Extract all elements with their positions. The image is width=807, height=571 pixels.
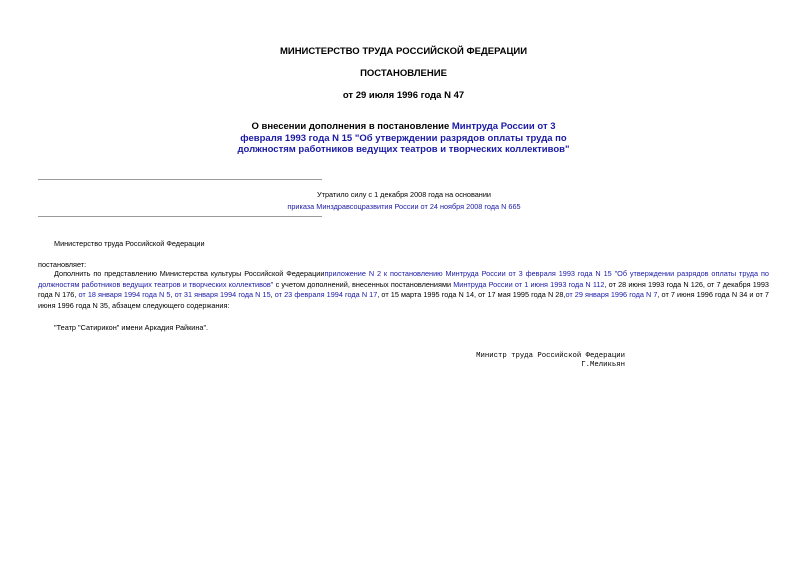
paragraph-text: с учетом дополнений, внесенных постановлениями bbox=[273, 279, 454, 289]
amendment-link-1[interactable]: Минтруда России от 1 июня 1993 года N 112 bbox=[453, 279, 605, 289]
main-paragraph bbox=[38, 269, 769, 312]
title-prefix: О внесении дополнения в постановление bbox=[251, 121, 452, 132]
divider-bottom bbox=[38, 216, 322, 217]
signatory-name: Г.Меликьян bbox=[581, 361, 625, 369]
amendment-link-2[interactable]: от 18 января 1994 года N 5 bbox=[78, 290, 171, 300]
status-note bbox=[250, 189, 558, 213]
document-type: ПОСТАНОВЛЕНИЕ bbox=[360, 68, 447, 79]
quoted-addition: "Театр "Сатирикон" имени Аркадия Райкина". bbox=[54, 323, 209, 332]
paragraph-text: , от 28 июня 1993 года N 126, от 7 декабря 1993 года N 176, bbox=[38, 279, 769, 300]
paragraph-text: Дополнить по представлению Министерства культуры Российской Федерации bbox=[54, 269, 325, 278]
status-note-text: Утратило силу с 1 декабря 2008 года на основании bbox=[316, 190, 491, 199]
document-date-number: от 29 июля 1996 года N 47 bbox=[342, 90, 465, 101]
signature-block bbox=[470, 352, 625, 370]
divider-top bbox=[38, 179, 322, 180]
status-note-link[interactable]: приказа Минздравсоцразвития России от 24 ноября 2008 года N 665 bbox=[287, 202, 521, 211]
ministry-heading: МИНИСТЕРСТВО ТРУДА РОССИЙСКОЙ ФЕДЕРАЦИИ bbox=[279, 46, 528, 57]
amendment-link-4[interactable]: от 23 февраля 1994 года N 17 bbox=[274, 290, 378, 300]
resolves-text: постановляет: bbox=[38, 260, 87, 269]
paragraph-text: , bbox=[170, 290, 175, 300]
amendment-link-5[interactable]: от 29 января 1996 года N 7 bbox=[565, 290, 658, 300]
amendment-link-3[interactable]: от 31 января 1994 года N 15 bbox=[174, 290, 271, 300]
signatory-position: Министр труда Российской Федерации bbox=[476, 352, 625, 360]
paragraph-text: , от 7 июня 1996 года N 34 и от 7 июня 1996 года N 35, абзацем следующего содержания: bbox=[38, 290, 769, 311]
paragraph-text: , от 15 марта 1995 года N 14, от 17 мая 1995 года N 28, bbox=[377, 290, 566, 300]
document-title bbox=[230, 121, 577, 156]
title-referenced-act-link[interactable]: Минтруда России от 3 февраля 1993 года N 15 "Об утверждении разрядов оплаты труда по должностям работников ведущих театров и творческих коллективов" bbox=[237, 121, 570, 155]
issuer-text: Министерство труда Российской Федерации bbox=[54, 239, 205, 248]
annex-link[interactable]: приложение N 2 к постановлению Минтруда России от 3 февраля 1993 года N 15 "Об утверждении разрядов оплаты труда по должностям работников ведущих театров и творческих коллективов" bbox=[38, 269, 769, 289]
paragraph-text: , bbox=[270, 290, 275, 300]
